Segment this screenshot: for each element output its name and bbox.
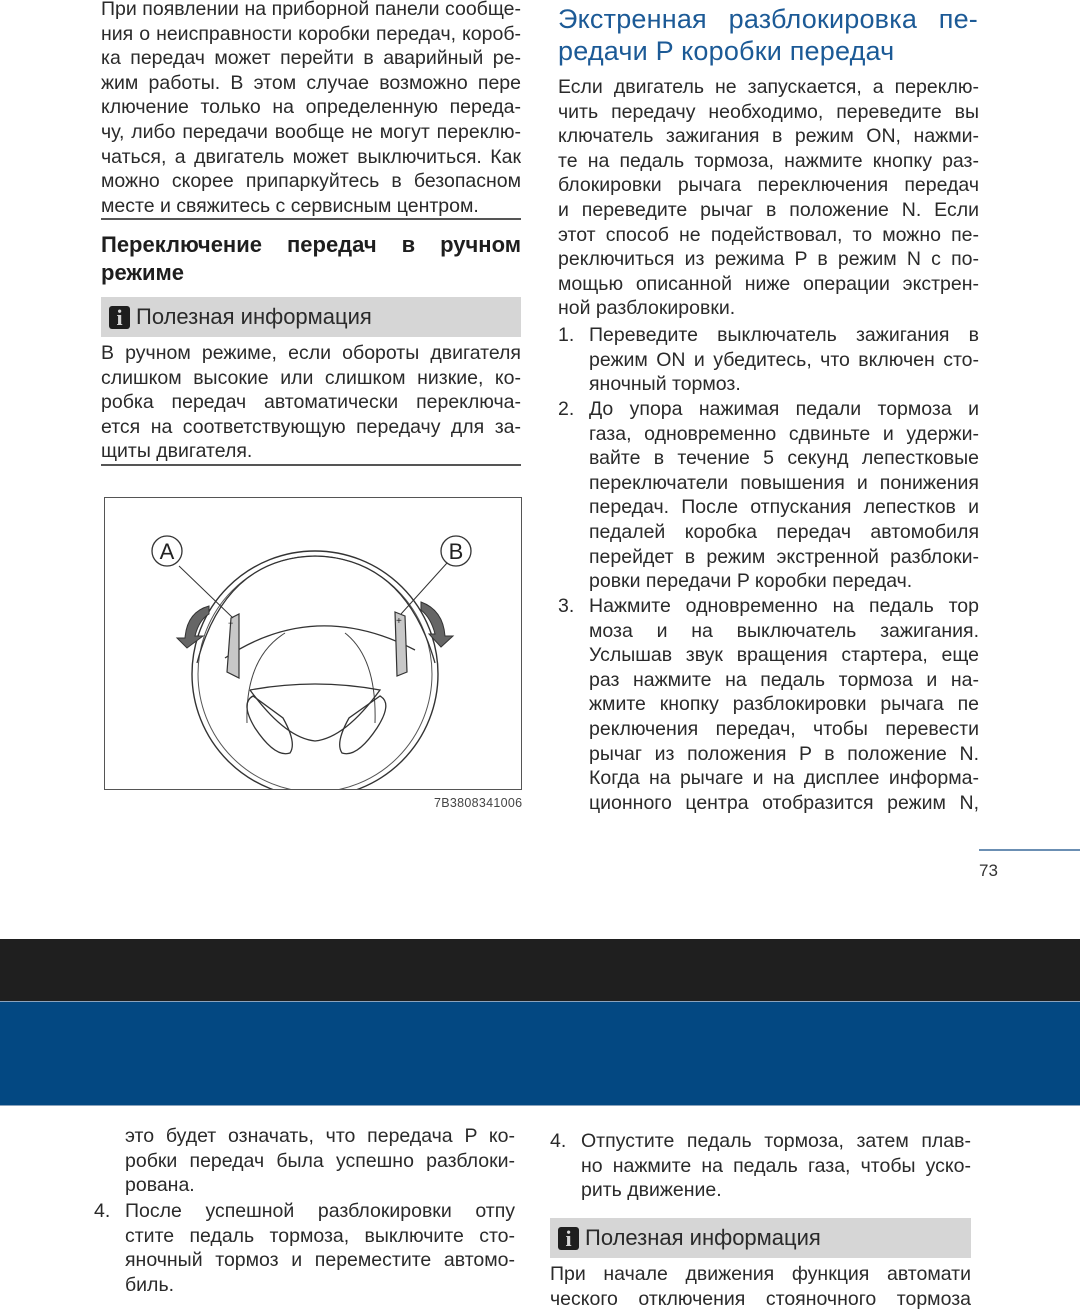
page-number: 73 [979, 861, 998, 880]
step-number: 1. [558, 324, 575, 346]
steering-wheel-illustration [105, 498, 521, 789]
page-number-rule [979, 849, 1080, 851]
info-box-body: При начале движения функция автомати ческого отключения стояночного тормоза [550, 1263, 971, 1310]
step-3-continuation: это будет означать, что передача P ко- робки передач была успешно разблоки- рована. [125, 1125, 515, 1197]
divider [101, 464, 521, 466]
info-box-title: Полезная информация [585, 1225, 821, 1250]
section-intro: Если двигатель не запускается, а переклю- чить передачу необходимо, переведите вы ключатель зажигания в режим ON, нажми- те на педаль тормоза, нажмите кнопку раз- блокировки рычага переключения передач и переведите рычаг в положение N. Если этот способ не подействовал, то можно пе- реключиться из режима P в режим N с по- мощью описанной ниже операции экстрен- ной разблокировки. [558, 76, 979, 320]
step-number: 4. [94, 1200, 111, 1222]
divider [101, 218, 521, 220]
intro-paragraph: При появлении на приборной панели сообще- ния о неисправности коробки передач, короб- ка передач может перейти в аварийный ре- жим работы. В этом случае возможно пере ключение только на определенную переда- чу, либо передачи вообще не могут переклю- чаться, а двигатель может выключиться. Как можно скорее припаркуйтесь в безопасном месте и свяжитесь с сервисным центром. [101, 0, 521, 217]
section-title: Экстренная разблокировка пе- редачи P коробки передач [558, 4, 978, 66]
viewer-separator-dark [0, 939, 1080, 1001]
info-icon: i [558, 1227, 579, 1250]
step-number: 4. [550, 1130, 567, 1152]
info-box-title: Полезная информация [136, 304, 372, 329]
svg-text:+: + [396, 616, 402, 627]
step-number: 3. [558, 595, 575, 617]
info-icon: i [109, 306, 130, 329]
svg-text:−: − [228, 618, 234, 628]
viewer-separator-blue [0, 1001, 1080, 1106]
section-heading: Переключение передач в ручном режиме [101, 232, 521, 285]
step-number: 2. [558, 398, 575, 420]
info-box-header [101, 297, 521, 337]
svg-text:B: B [448, 539, 464, 564]
svg-text:A: A [159, 539, 175, 564]
steering-wheel-figure [104, 497, 522, 790]
figure-code: 7B3808341006 [434, 796, 523, 810]
info-box-header [550, 1218, 971, 1258]
info-box-body: В ручном режиме, если обороты двигателя слишком высокие или слишком низкие, ко- робка передач автоматически переключа- ется на соответствующую передачу для за- щиты двигателя. [101, 342, 521, 463]
